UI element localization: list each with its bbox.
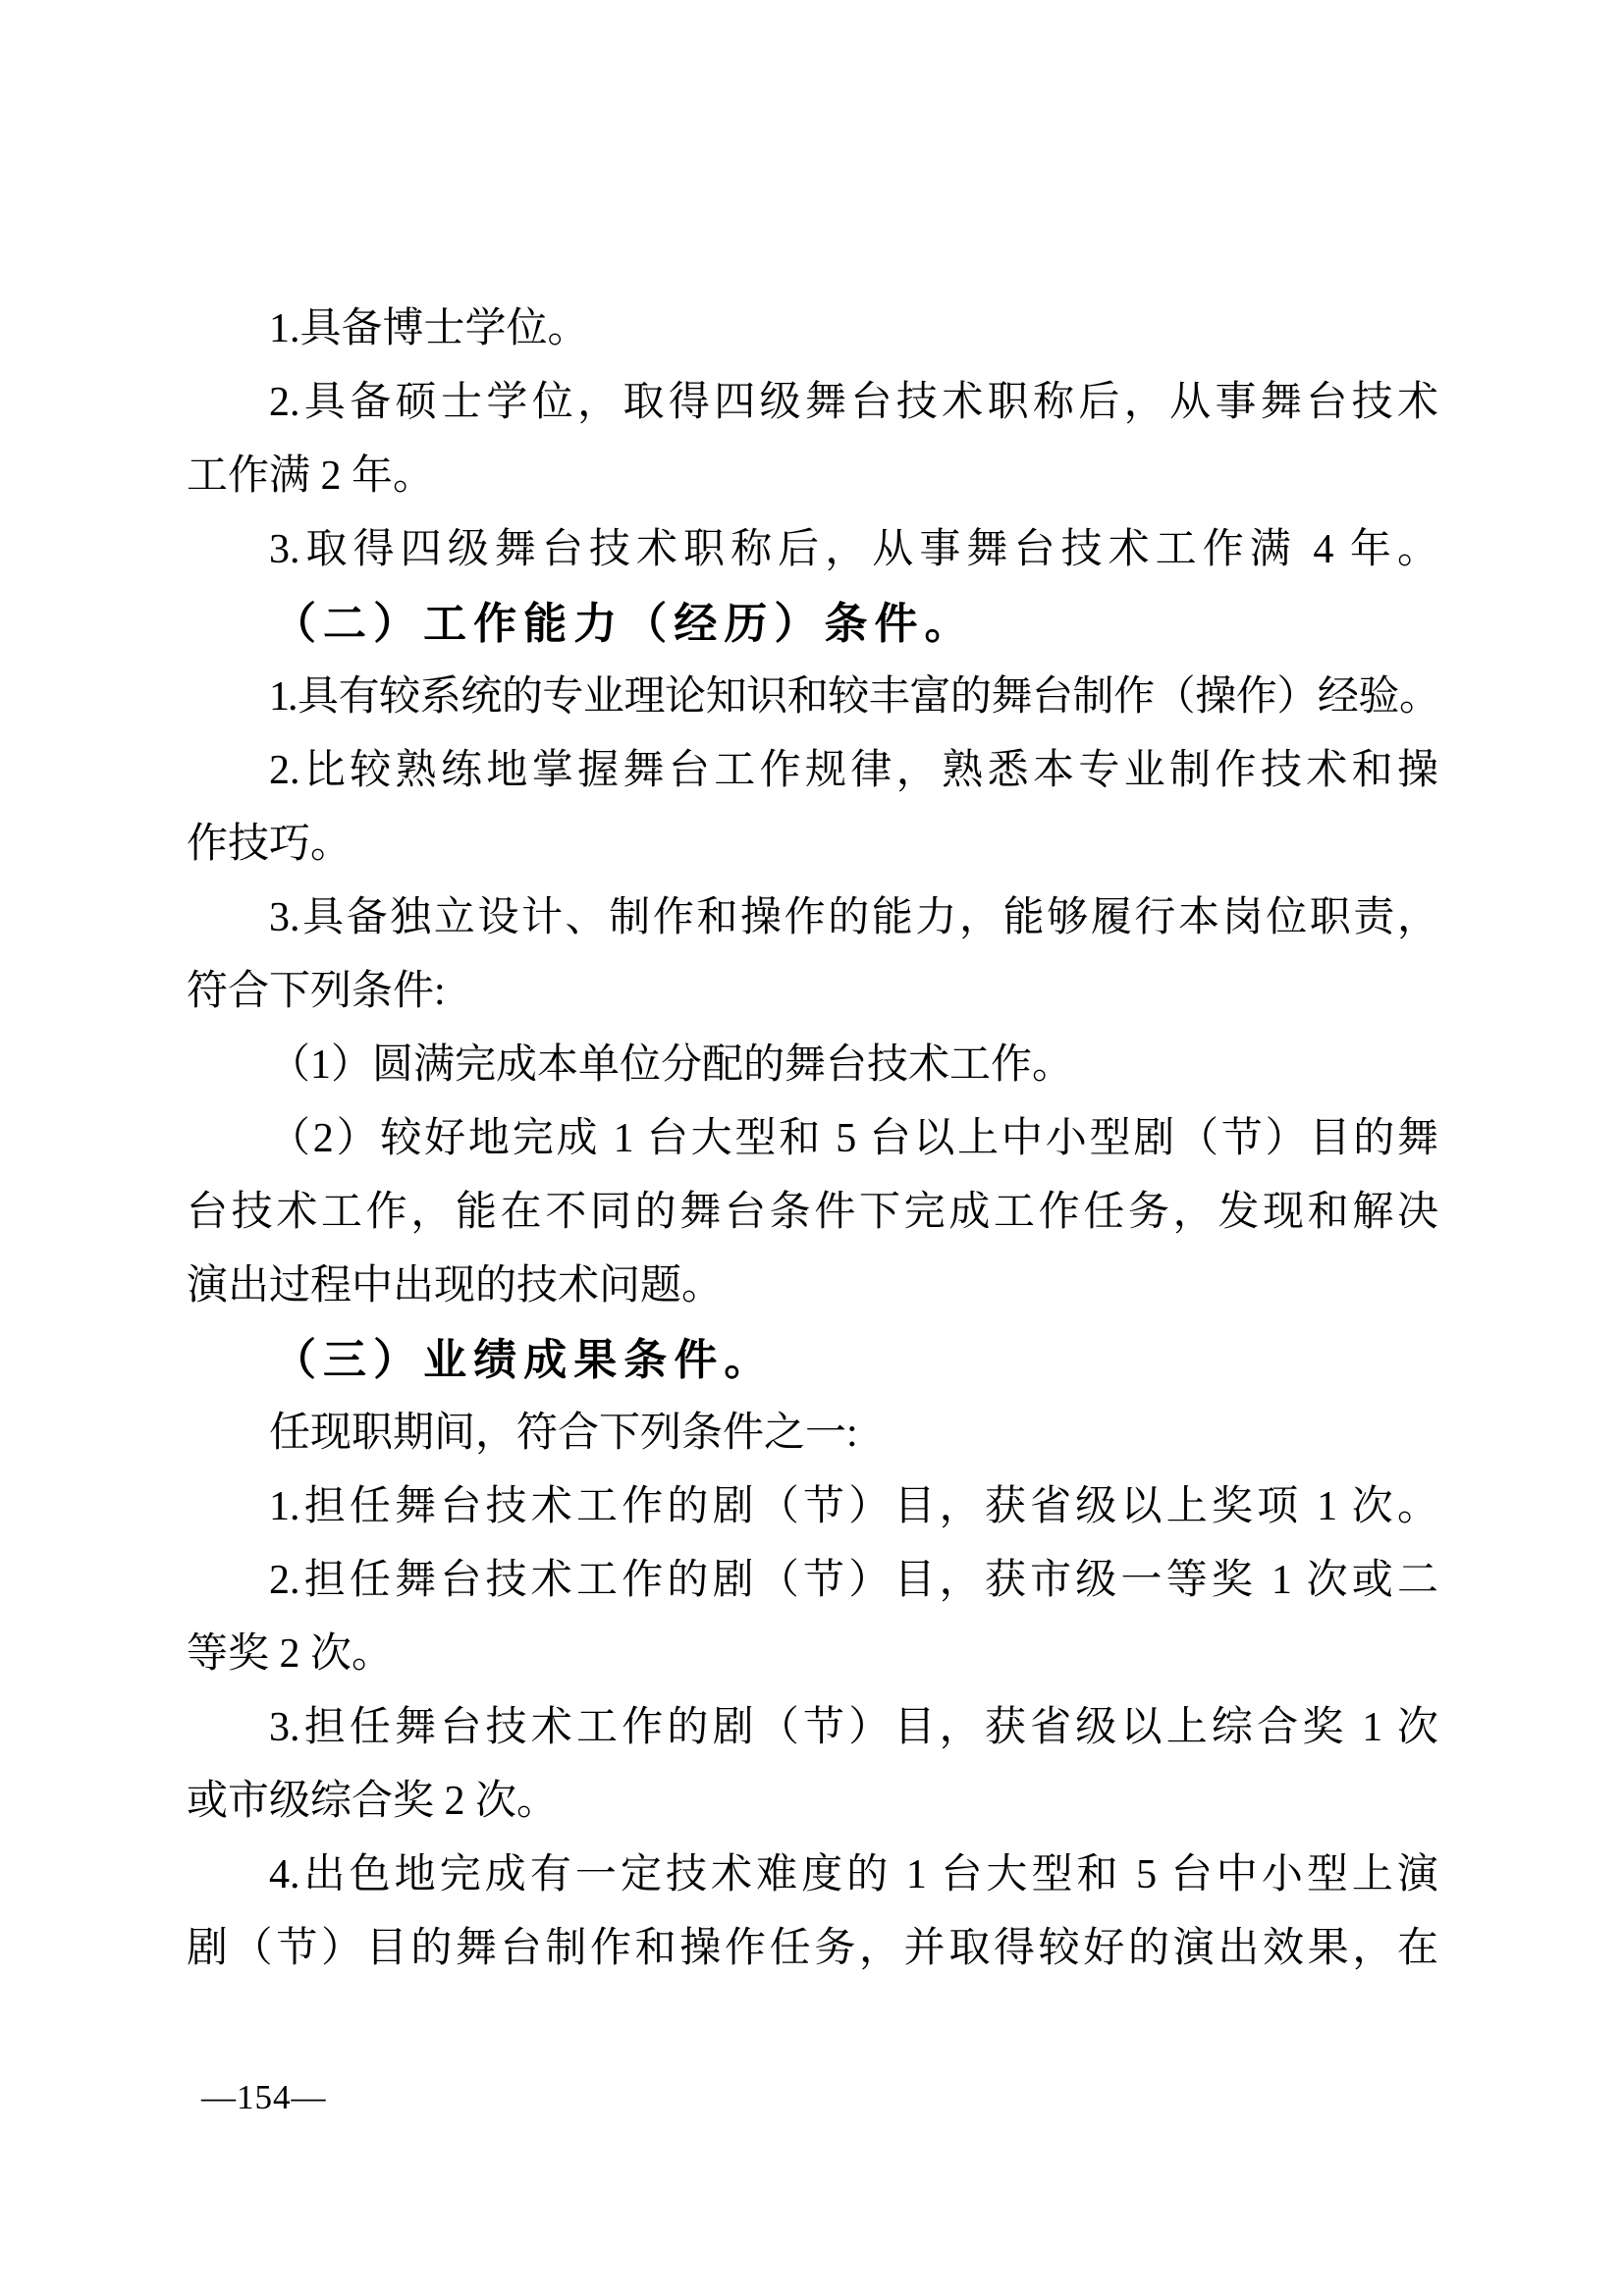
text-line: 3.取得四级舞台技术职称后，从事舞台技术工作满 4 年。 bbox=[269, 527, 1438, 572]
section-heading: （二）工作能力（经历）条件。 bbox=[273, 600, 975, 648]
text-line: 3.担任舞台技术工作的剧（节）目，获省级以上综合奖 1 次 bbox=[269, 1705, 1438, 1750]
text-line: 1.具有较系统的专业理论知识和较丰富的舞台制作（操作）经验。 bbox=[269, 674, 1438, 720]
section-heading: （三）业绩成果条件。 bbox=[273, 1336, 775, 1384]
text-line: 2.比较熟练地掌握舞台工作规律，熟悉本专业制作技术和操 bbox=[269, 748, 1438, 793]
text-line: 4.出色地完成有一定技术难度的 1 台大型和 5 台中小型上演 bbox=[269, 1852, 1438, 1897]
document-body bbox=[187, 293, 1438, 1986]
text-line: 等奖 2 次。 bbox=[187, 1631, 394, 1677]
text-line: 2.担任舞台技术工作的剧（节）目，获市级一等奖 1 次或二 bbox=[269, 1558, 1438, 1603]
text-line: 作技巧。 bbox=[187, 822, 352, 867]
text-line: 3.具备独立设计、制作和操作的能力，能够履行本岗位职责， bbox=[269, 895, 1438, 940]
text-line: 或市级综合奖 2 次。 bbox=[187, 1779, 559, 1824]
text-line: 台技术工作，能在不同的舞台条件下完成工作任务，发现和解决 bbox=[187, 1190, 1438, 1235]
text-line: 2.具备硕士学位，取得四级舞台技术职称后，从事舞台技术 bbox=[269, 380, 1438, 425]
text-line: 1.担任舞台技术工作的剧（节）目，获省级以上奖项 1 次。 bbox=[269, 1484, 1438, 1529]
text-line: 1.具备博士学位。 bbox=[269, 306, 589, 351]
page-number: —154— bbox=[201, 2078, 327, 2116]
text-line: （2）较好地完成 1 台大型和 5 台以上中小型剧（节）目的舞 bbox=[269, 1116, 1438, 1161]
text-line: 剧（节）目的舞台制作和操作任务，并取得较好的演出效果，在 bbox=[187, 1926, 1438, 1971]
text-line: 任现职期间，符合下列条件之一: bbox=[269, 1411, 858, 1456]
text-line: 符合下列条件: bbox=[187, 969, 446, 1014]
text-line: 工作满 2 年。 bbox=[187, 454, 435, 499]
text-line: （1）圆满完成本单位分配的舞台技术工作。 bbox=[269, 1042, 1074, 1088]
text-line: 演出过程中出现的技术问题。 bbox=[187, 1263, 724, 1308]
